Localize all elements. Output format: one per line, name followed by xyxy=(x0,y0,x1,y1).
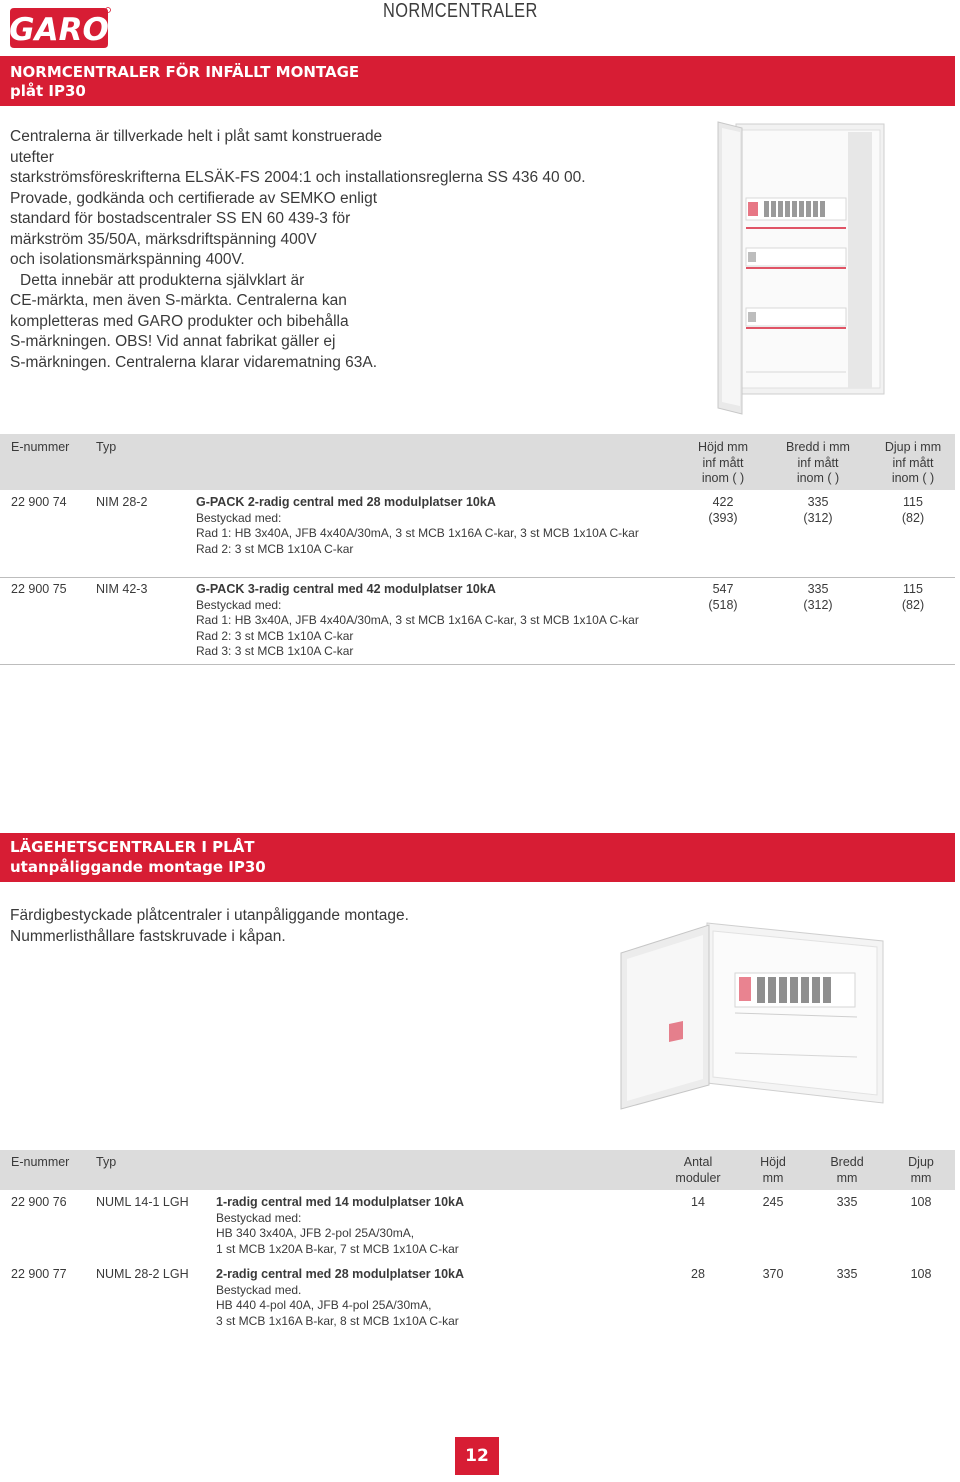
intro-line: starkströmsföreskrifterna ELSÄK-FS 2004:1 och installationsreglerna SS 436 40 00. xyxy=(10,169,586,186)
cell-enummer: 22 900 76 xyxy=(11,1195,67,1209)
cell-djup: 108 xyxy=(910,1267,932,1281)
row-divider xyxy=(0,664,955,665)
cell-typ: NUML 14-1 LGH xyxy=(96,1195,189,1209)
intro-text xyxy=(10,905,510,947)
col-enummer: E-nummer xyxy=(11,1155,70,1169)
cell-description: 1-radig central med 14 modulplatser 10kA Bestyckad med: HB 340 3x40A, JFB 2-pol 25A/30mA, 1 st MCB 1x20A B-kar, 7 st MCB 1x10A C-kar xyxy=(216,1195,465,1256)
intro-line: och isolationsmärkspänning 400V. xyxy=(10,251,245,268)
garo-logo xyxy=(4,4,112,50)
col-typ: Typ xyxy=(96,440,117,454)
intro-line: Provade, godkända och certifierade av SEMKO enligt xyxy=(10,189,378,207)
cell-bredd: 335 (312) xyxy=(803,582,833,612)
col-djup: Djup i mm inf mått inom ( ) xyxy=(884,440,942,485)
intro-line: standard för bostadscentraler SS EN 60 439-3 för xyxy=(10,210,351,227)
col-hojd: Höjd mm xyxy=(760,1155,786,1185)
cell-hojd: 422 (393) xyxy=(708,495,738,525)
cell-hojd: 245 xyxy=(762,1195,784,1209)
table-header xyxy=(0,1150,955,1190)
intro-line: Centralerna är tillverkade helt i plåt samt konstruerade utefter xyxy=(10,128,383,166)
cell-antal: 14 xyxy=(691,1195,705,1209)
product-image-surface-cabinet xyxy=(617,913,890,1116)
cell-description: G-PACK 2-radig central med 28 modulplatser 10kA Bestyckad med: Rad 1: HB 3x40A, JFB 4x40A/30mA, 3 st MCB 1x16A C-kar, 3 st MCB 1x10A C-kar Rad 2: 3 st MCB 1x10A C-kar xyxy=(196,495,639,556)
svg-text:GARO: GARO xyxy=(9,12,109,48)
product-image-flush-cabinet xyxy=(716,118,886,416)
page-number: 12 xyxy=(455,1437,499,1475)
col-djup: Djup mm xyxy=(908,1155,934,1185)
col-typ: Typ xyxy=(96,1155,117,1169)
intro-line: Färdigbestyckade plåtcentraler i utanpåliggande montage. xyxy=(10,907,409,924)
intro-text xyxy=(10,127,586,373)
cell-enummer: 22 900 77 xyxy=(11,1267,67,1281)
cell-enummer: 22 900 75 xyxy=(11,582,67,596)
cell-typ: NIM 42-3 xyxy=(96,582,148,596)
table-header xyxy=(0,434,955,490)
cell-bredd: 335 xyxy=(836,1195,858,1209)
section-subtitle: utanpåliggande montage IP30 xyxy=(10,858,266,876)
intro-line: CE-märkta, men även S-märkta. Centralerna kan xyxy=(10,292,347,309)
cell-enummer: 22 900 74 xyxy=(11,495,67,509)
col-antal: Antal moduler xyxy=(675,1155,721,1185)
col-bredd: Bredd i mm inf mått inom ( ) xyxy=(786,440,850,485)
col-enummer: E-nummer xyxy=(11,440,70,454)
row-divider xyxy=(0,577,955,578)
cell-djup: 108 xyxy=(910,1195,932,1209)
section-title: LÄGEHETSCENTRALER I PLÅT xyxy=(10,838,255,856)
section-banner-normcentraler xyxy=(0,56,955,106)
intro-line: märkström 35/50A, märksdriftspänning 400V xyxy=(10,230,317,248)
section-subtitle: plåt IP30 xyxy=(10,82,86,100)
cell-hojd: 370 xyxy=(762,1267,784,1281)
col-bredd: Bredd mm xyxy=(830,1155,864,1185)
cell-typ: NIM 28-2 xyxy=(96,495,148,509)
cell-djup: 115 (82) xyxy=(901,582,925,612)
cell-typ: NUML 28-2 LGH xyxy=(96,1267,189,1281)
cell-description: G-PACK 3-radig central med 42 modulplatser 10kA Bestyckad med: Rad 1: HB 3x40A, JFB 4x40A/30mA, 3 st MCB 1x16A C-kar, 3 st MCB 1x10A C-kar Rad 2: 3 st MCB 1x10A C-kar Rad 3: 3 st MCB 1x10A C-kar xyxy=(196,582,639,658)
cell-hojd: 547 (518) xyxy=(708,582,738,612)
intro-line: S-märkningen. Centralerna klarar vidarematning 63A. xyxy=(10,353,378,371)
intro-line: kompletteras med GARO produkter och bibehålla xyxy=(10,312,349,330)
section-title: NORMCENTRALER FÖR INFÄLLT MONTAGE xyxy=(10,63,360,81)
intro-line: Nummerlisthållare fastskruvade i kåpan. xyxy=(10,928,286,945)
cell-bredd: 335 (312) xyxy=(803,495,833,525)
intro-line: Detta innebär att produkterna självklart är xyxy=(20,271,305,289)
cell-antal: 28 xyxy=(691,1267,705,1281)
cell-bredd: 335 xyxy=(836,1267,858,1281)
intro-line: S-märkningen. OBS! Vid annat fabrikat gäller ej xyxy=(10,333,336,350)
section-banner-lagenhetscentraler xyxy=(0,833,955,882)
cell-description: 2-radig central med 28 modulplatser 10kA Bestyckad med. HB 440 4-pol 40A, JFB 4-pol 25A/30mA, 3 st MCB 1x16A B-kar, 8 st MCB 1x10A C-kar xyxy=(216,1267,465,1328)
col-hojd: Höjd mm inf mått inom ( ) xyxy=(697,440,748,485)
page-header-title: NORMCENTRALER xyxy=(383,0,538,22)
cell-djup: 115 (82) xyxy=(901,495,925,525)
